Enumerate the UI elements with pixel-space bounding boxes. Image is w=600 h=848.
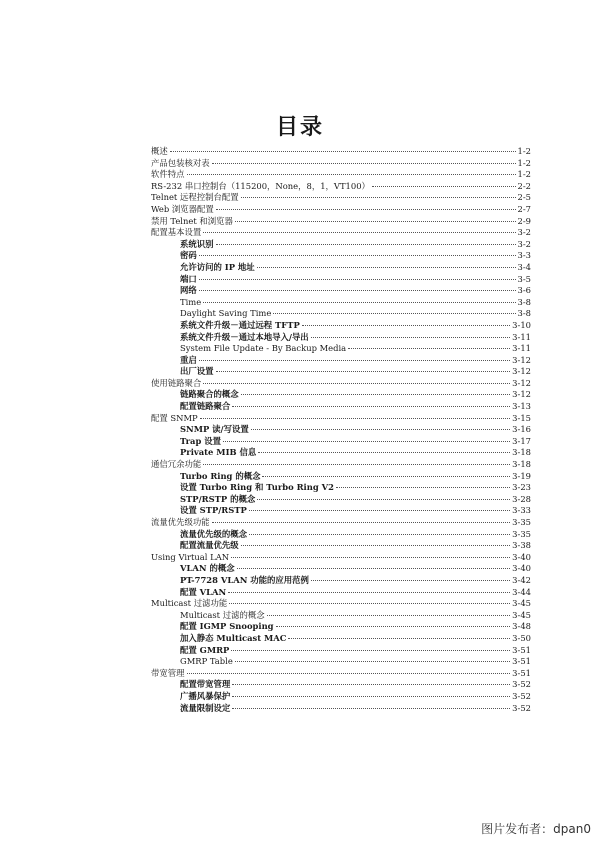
toc-entry[interactable] [151, 482, 531, 494]
dot-leader [336, 487, 510, 488]
dot-leader [231, 650, 510, 651]
dot-leader [170, 151, 516, 152]
toc-entry-page-number: 3-52 [512, 679, 531, 690]
toc-entry-label: 网络 [180, 285, 197, 296]
dot-leader [232, 696, 510, 697]
toc-entry-label: 配置基本设置 [151, 227, 202, 238]
toc-entry-page-number: 2-9 [517, 215, 531, 226]
toc-entry-page-number: 3-35 [512, 517, 531, 527]
toc-entry-page-number: 3-13 [512, 401, 531, 412]
toc-entry[interactable] [151, 529, 531, 541]
dot-leader [235, 221, 516, 222]
toc-entry-page-number: 3-48 [512, 621, 531, 632]
toc-entry-label: Trap 设置 [180, 435, 221, 446]
toc-entry[interactable] [151, 285, 531, 297]
toc-entry-label: Multicast 过滤功能 [151, 598, 228, 609]
toc-entry-label: 通信冗余功能 [151, 459, 202, 470]
toc-entry[interactable] [151, 679, 531, 691]
dot-leader [249, 534, 510, 535]
toc-entry[interactable] [151, 401, 531, 413]
toc-entry-label: PT-7728 VLAN 功能的应用范例 [180, 574, 309, 585]
toc-entry-page-number: 3-3 [517, 250, 531, 261]
dot-leader [257, 499, 510, 500]
toc-entry-page-number: 3-19 [512, 470, 531, 481]
toc-entry-page-number: 3-12 [512, 354, 531, 365]
dot-leader [311, 337, 510, 338]
toc-entry[interactable] [151, 181, 531, 193]
dot-leader [232, 406, 510, 407]
toc-entry[interactable] [151, 192, 531, 204]
toc-entry-label: 概述 [151, 146, 168, 156]
toc-entry-label: VLAN 的概念 [180, 563, 235, 574]
toc-entry[interactable] [151, 563, 531, 575]
dot-leader [241, 545, 511, 546]
toc-entry-label: RS-232 串口控制台（115200，None，8，1，VT100） [151, 180, 370, 191]
toc-entry-page-number: 3-33 [512, 505, 531, 516]
toc-entry[interactable] [151, 158, 531, 170]
page-title: 目录 [275, 115, 324, 140]
toc-entry-page-number: 3-4 [517, 261, 531, 272]
toc-entry-label: 链路聚合的概念 [180, 389, 239, 400]
toc-entry[interactable] [151, 343, 531, 355]
toc-entry[interactable] [151, 169, 531, 181]
toc-entry[interactable] [151, 645, 531, 657]
toc-entry-page-number: 3-38 [512, 540, 531, 551]
dot-leader [199, 360, 510, 361]
dot-leader [288, 638, 510, 639]
toc-entry-label: 系统文件升级－通过远程 TFTP [180, 319, 300, 330]
toc-entry-page-number: 3-52 [512, 702, 531, 713]
toc-entry-label: GMRP Table [180, 656, 233, 667]
toc-entry-page-number: 3-11 [512, 331, 531, 342]
dot-leader [241, 394, 511, 395]
toc-entry[interactable] [151, 494, 531, 506]
toc-entry-page-number: 2-5 [517, 192, 531, 203]
dot-leader [203, 383, 510, 384]
dot-leader [276, 626, 511, 627]
dot-leader [273, 313, 515, 314]
toc-entry-label: 配置 VLAN [180, 586, 227, 597]
toc-entry[interactable] [151, 517, 531, 529]
toc-entry[interactable] [151, 540, 531, 552]
toc-entry-page-number: 3-11 [512, 343, 531, 354]
toc-entry-label: 流量优先级的概念 [180, 528, 247, 539]
toc-entry-label: 带宽管理 [151, 667, 185, 678]
toc-entry[interactable] [151, 668, 531, 680]
toc-entry-label: 允许访问的 IP 地址 [180, 261, 255, 272]
dot-leader [203, 232, 515, 233]
dot-leader [199, 290, 516, 291]
toc-entry[interactable] [151, 355, 531, 367]
toc-entry-page-number: 3-44 [512, 586, 531, 597]
toc-entry-page-number: 2-7 [517, 203, 531, 214]
toc-entry-label: 禁用 Telnet 和浏览器 [151, 215, 233, 226]
dot-leader [203, 464, 510, 465]
toc-entry-page-number: 3-12 [512, 389, 531, 400]
toc-entry-label: Daylight Saving Time [180, 308, 272, 319]
toc-entry[interactable] [151, 656, 531, 668]
toc-entry-label: 配置 SNMP [151, 412, 198, 423]
dot-leader [228, 592, 510, 593]
toc-entry-label: 密码 [180, 250, 197, 261]
toc-entry[interactable] [151, 216, 531, 228]
dot-leader [199, 279, 516, 280]
toc-entry-page-number: 3-8 [517, 296, 531, 307]
dot-leader [212, 522, 511, 523]
toc-entry[interactable] [151, 424, 531, 436]
dot-leader [235, 661, 510, 662]
toc-entry[interactable] [151, 587, 531, 599]
toc-entry[interactable] [151, 366, 531, 378]
toc-entry[interactable] [151, 320, 531, 332]
toc-entry-page-number: 3-52 [512, 690, 531, 701]
toc-entry-page-number: 3-51 [512, 667, 531, 678]
dot-leader [216, 371, 511, 372]
dot-leader [237, 568, 511, 569]
toc-entry-label: Time [180, 296, 202, 307]
toc-entry[interactable] [151, 227, 531, 239]
toc-entry-page-number: 3-40 [512, 563, 531, 574]
toc-entry-page-number: 3-12 [512, 377, 531, 388]
toc-entry-label: Telnet 远程控制台配置 [151, 192, 239, 203]
toc-entry-label: 配置带宽管理 [180, 679, 231, 690]
toc-entry-page-number: 3-10 [512, 319, 531, 330]
dot-leader [212, 163, 516, 164]
dot-leader [187, 673, 511, 674]
toc-entry-page-number: 1-2 [517, 169, 531, 180]
toc-entry[interactable] [151, 691, 531, 703]
dot-leader [251, 429, 510, 430]
toc-entry-page-number: 3-6 [517, 285, 531, 296]
toc-entry[interactable] [151, 204, 531, 216]
dot-leader [223, 441, 510, 442]
toc-entry[interactable] [151, 633, 531, 645]
toc-entry-page-number: 2-2 [517, 180, 531, 191]
toc-entry-page-number: 3-23 [512, 482, 531, 493]
toc-entry[interactable] [151, 436, 531, 448]
toc-entry[interactable] [151, 250, 531, 262]
toc-entry-label: System File Update - By Backup Media [180, 343, 347, 354]
toc-entry-label: 配置 GMRP [180, 644, 230, 655]
dot-leader [372, 186, 516, 187]
dot-leader [216, 209, 516, 210]
toc-entry[interactable] [151, 297, 531, 309]
toc-entry-label: 设置 Turbo Ring 和 Turbo Ring V2 [180, 482, 334, 493]
dot-leader [302, 325, 510, 326]
toc-entry[interactable] [151, 413, 531, 425]
toc-entry[interactable] [151, 308, 531, 320]
toc-entry-page-number: 3-45 [512, 598, 531, 609]
dot-leader [267, 615, 511, 616]
toc-entry[interactable] [151, 146, 531, 158]
toc-entry-label: 使用链路聚合 [151, 377, 202, 388]
dot-leader [216, 244, 516, 245]
toc-entry[interactable] [151, 459, 531, 471]
toc-entry-label: 端口 [180, 273, 197, 284]
dot-leader [231, 557, 510, 558]
toc-entry-label: 加入静态 Multicast MAC [180, 632, 287, 643]
toc-entry-page-number: 3-51 [512, 656, 531, 667]
toc-entry-page-number: 3-51 [512, 644, 531, 655]
dot-leader [232, 708, 510, 709]
dot-leader [187, 174, 516, 175]
toc-entry-label: 软件特点 [151, 169, 185, 180]
dot-leader [200, 418, 510, 419]
dot-leader [232, 684, 510, 685]
toc-entry-page-number: 1-2 [517, 157, 531, 168]
toc-entry-page-number: 3-5 [517, 273, 531, 284]
toc-entry-label: 重启 [180, 354, 197, 365]
dot-leader [203, 302, 515, 303]
toc-entry[interactable] [151, 239, 531, 251]
table-of-contents [151, 146, 531, 714]
image-credit: 图片发布者：dpan0 [481, 822, 591, 836]
dot-leader [257, 267, 516, 268]
toc-entry-page-number: 3-2 [517, 238, 531, 249]
toc-entry-label: SNMP 读/写设置 [180, 424, 249, 435]
toc-entry-label: 广播风暴保护 [180, 690, 231, 701]
toc-entry[interactable] [151, 447, 531, 459]
toc-entry-label: 产品包装核对表 [151, 157, 210, 168]
toc-entry[interactable] [151, 610, 531, 622]
toc-entry-label: Multicast 过滤的概念 [180, 609, 265, 620]
toc-entry-page-number: 3-40 [512, 551, 531, 562]
toc-entry-label: STP/RSTP 的概念 [180, 493, 256, 504]
toc-entry-page-number: 3-15 [512, 412, 531, 423]
toc-entry[interactable] [151, 703, 531, 715]
toc-entry[interactable] [151, 471, 531, 483]
toc-entry-page-number: 3-28 [512, 493, 531, 504]
toc-entry-page-number: 3-18 [512, 447, 531, 458]
toc-entry[interactable] [151, 378, 531, 390]
toc-entry-label: 配置链路聚合 [180, 401, 231, 412]
toc-entry-page-number: 3-17 [512, 435, 531, 446]
toc-entry[interactable] [151, 262, 531, 274]
dot-leader [348, 348, 510, 349]
dot-leader [249, 510, 510, 511]
toc-entry[interactable] [151, 575, 531, 587]
toc-entry-label: 流量限制设定 [180, 702, 231, 713]
toc-entry-page-number: 3-8 [517, 308, 531, 319]
toc-entry-page-number: 3-16 [512, 424, 531, 435]
toc-entry[interactable] [151, 389, 531, 401]
toc-entry-page-number: 3-18 [512, 459, 531, 470]
toc-entry-label: Web 浏览器配置 [151, 203, 214, 214]
dot-leader [199, 255, 516, 256]
toc-entry-label: 系统识别 [180, 238, 214, 249]
toc-entry-label: 出厂设置 [180, 366, 214, 377]
toc-entry-label: 配置流量优先级 [180, 540, 239, 551]
toc-entry-label: 设置 STP/RSTP [180, 505, 247, 516]
toc-entry-page-number: 3-42 [512, 574, 531, 585]
toc-entry[interactable] [151, 552, 531, 564]
toc-entry[interactable] [151, 332, 531, 344]
dot-leader [311, 580, 510, 581]
dot-leader [241, 197, 516, 198]
toc-entry[interactable] [151, 505, 531, 517]
toc-entry-page-number: 3-35 [512, 528, 531, 539]
toc-entry-label: 流量优先级功能 [151, 517, 210, 527]
toc-entry-page-number: 1-2 [517, 146, 531, 156]
dot-leader [258, 452, 510, 453]
toc-entry-page-number: 3-50 [512, 632, 531, 643]
toc-entry-label: 配置 IGMP Snooping [180, 621, 274, 632]
toc-entry[interactable] [151, 621, 531, 633]
dot-leader [229, 603, 510, 604]
toc-entry-label: 系统文件升级－通过本地导入/导出 [180, 331, 309, 342]
toc-entry-page-number: 3-2 [517, 227, 531, 238]
toc-entry-page-number: 3-45 [512, 609, 531, 620]
toc-entry-label: Using Virtual LAN [151, 551, 230, 562]
toc-entry[interactable] [151, 598, 531, 610]
dot-leader [262, 476, 510, 477]
toc-entry[interactable] [151, 274, 531, 286]
toc-entry-page-number: 3-12 [512, 366, 531, 377]
toc-entry-label: Turbo Ring 的概念 [180, 470, 261, 481]
toc-entry-label: Private MIB 信息 [180, 447, 257, 458]
